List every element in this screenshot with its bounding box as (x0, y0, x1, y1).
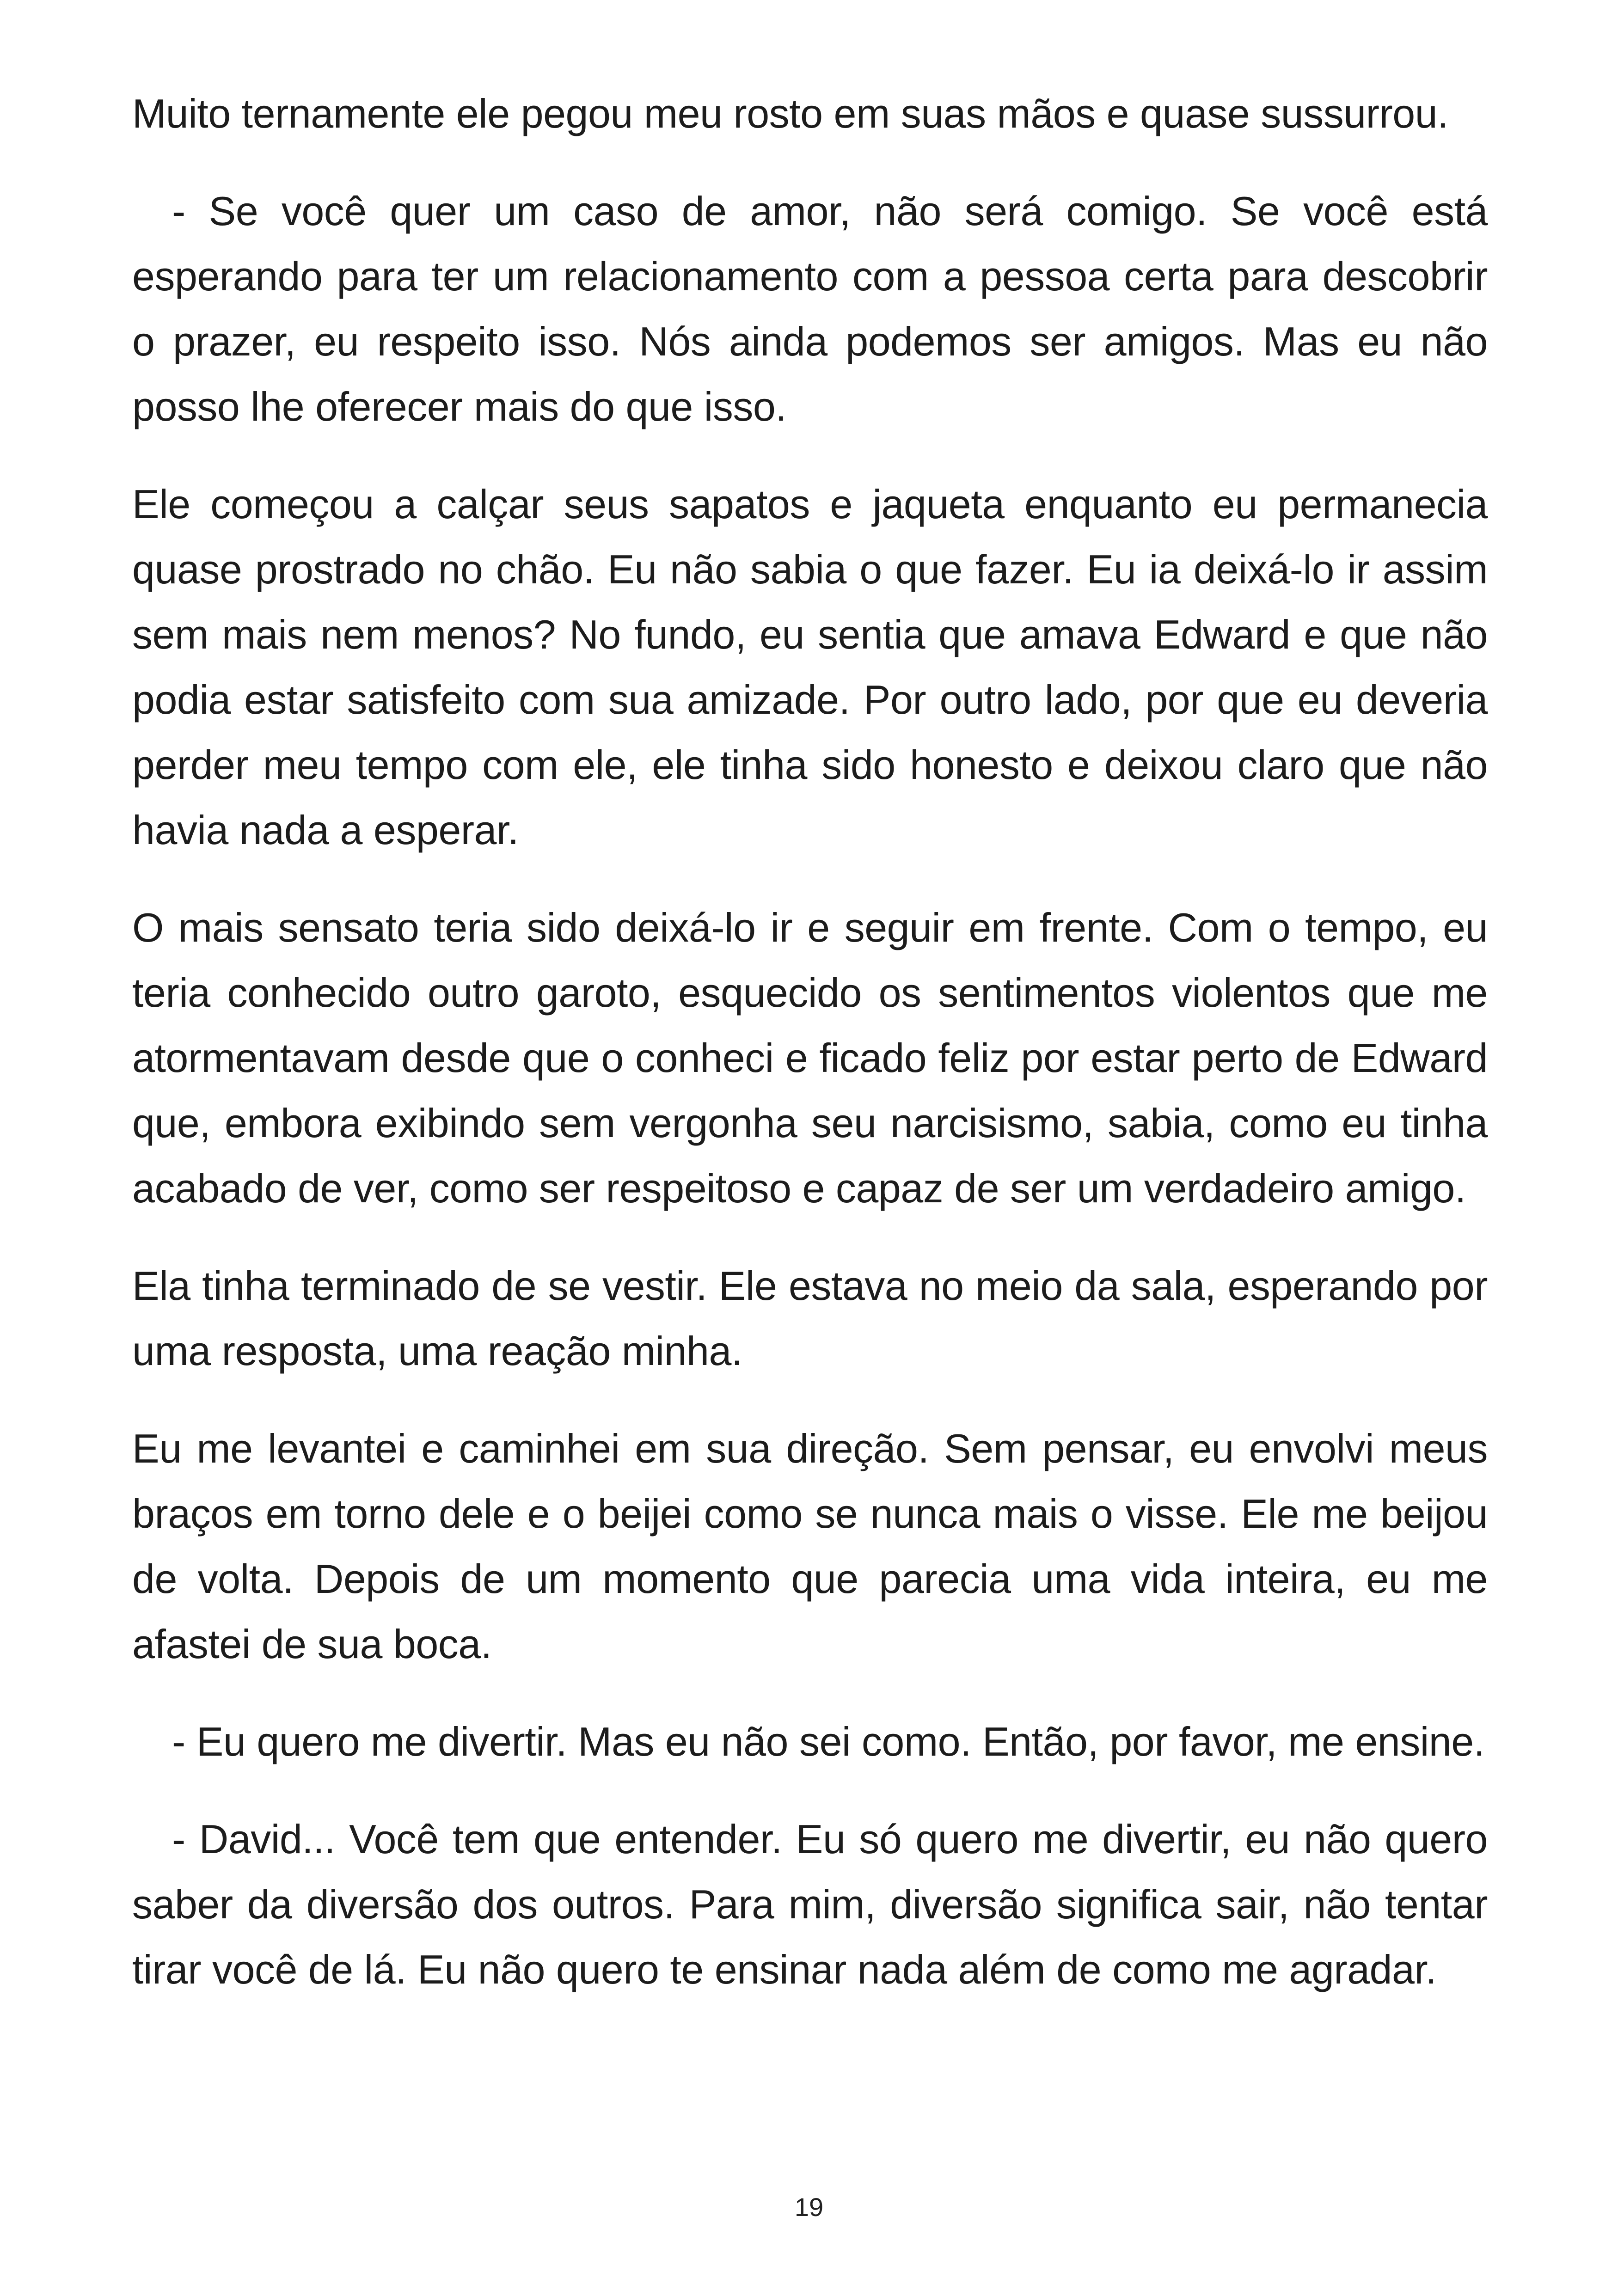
paragraph-5: Ela tinha terminado de se vestir. Ele estava no meio da sala, esperando por uma resposta, uma reação minha. (132, 1263, 1488, 1374)
paragraph-8-dialogue: - David... Você tem que entender. Eu só quero me divertir, eu não quero saber da diversão dos outros. Para mim, diversão significa sair, não tentar tirar você de lá. Eu não quero te ensinar nada além de como me agradar. (132, 1816, 1488, 1992)
page-number: 19 (794, 2192, 824, 2222)
paragraph-4: O mais sensato teria sido deixá-lo ir e seguir em frente. Com o tempo, eu teria conhecido outro garoto, esquecido os sentimentos violentos que me atormentavam desde que o conheci e ficado feliz por estar perto de Edward que, embora exibindo sem vergonha seu narcisismo, sabia, como eu tinha acabado de ver, como ser respeitoso e capaz de ser um verdadeiro amigo. (132, 905, 1488, 1211)
paragraph-7-dialogue: - Eu quero me divertir. Mas eu não sei como. Então, por favor, me ensine. (172, 1719, 1485, 1764)
paragraph-3: Ele começou a calçar seus sapatos e jaqueta enquanto eu permanecia quase prostrado no chão. Eu não sabia o que fazer. Eu ia deixá-lo ir assim sem mais nem menos? No fundo, eu sentia que amava Edward e que não podia estar satisfeito com sua amizade. Por outro lado, por que eu deveria perder meu tempo com ele, ele tinha sido honesto e deixou claro que não havia nada a esperar. (132, 481, 1488, 853)
paragraph-6: Eu me levantei e caminhei em sua direção. Sem pensar, eu envolvi meus braços em torno dele e o beijei como se nunca mais o visse. Ele me beijou de volta. Depois de um momento que parecia uma vida inteira, eu me afastei de sua boca. (132, 1426, 1488, 1667)
paragraph-2-dialogue: - Se você quer um caso de amor, não será comigo. Se você está esperando para ter um relacionamento com a pessoa certa para descobrir o prazer, eu respeito isso. Nós ainda podemos ser amigos. Mas eu não posso lhe oferecer mais do que isso. (132, 188, 1488, 429)
paragraph-1: Muito ternamente ele pegou meu rosto em suas mãos e quase sussurrou. (132, 91, 1449, 136)
body-text (132, 81, 1488, 2034)
